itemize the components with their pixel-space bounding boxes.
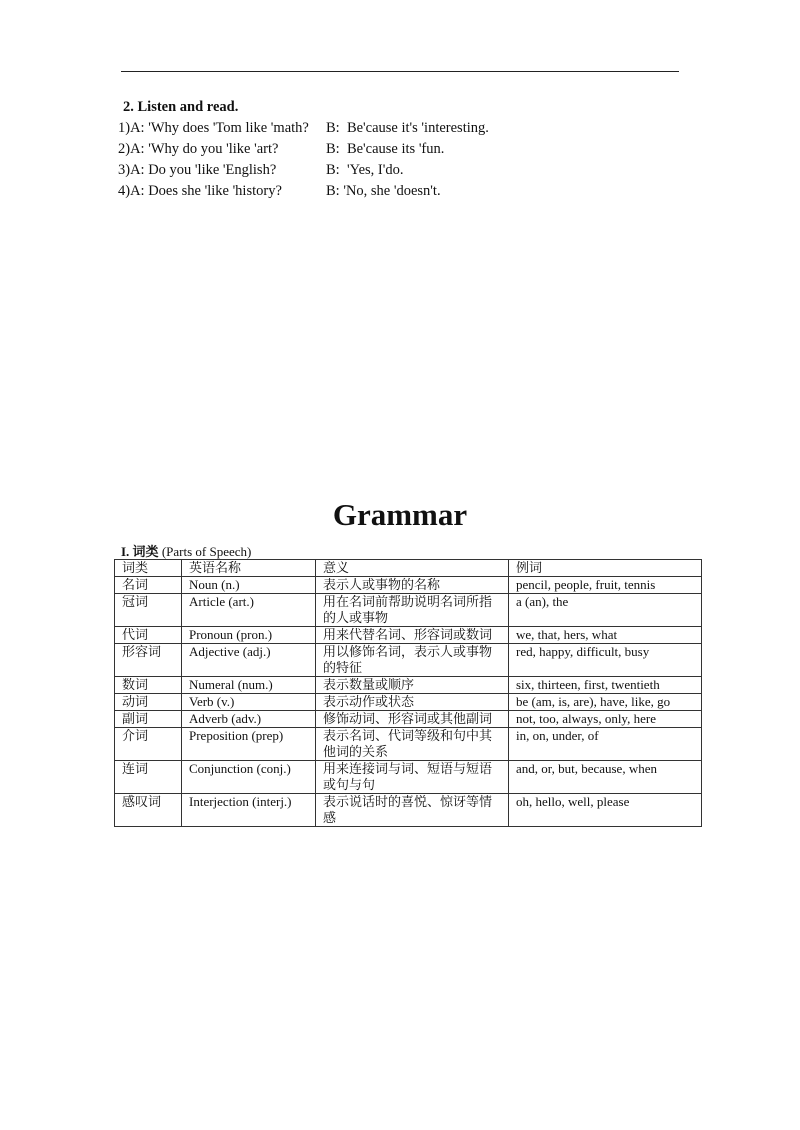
table-cell: Noun (n.) (182, 577, 316, 594)
table-cell: 用来连接词与词、短语与短语或句与句 (316, 761, 509, 794)
parts-of-speech-table (114, 559, 702, 827)
table-cell: a (an), the (509, 594, 702, 627)
table-cell: 用在名词前帮助说明名词所指的人或事物 (316, 594, 509, 627)
table-row (115, 577, 702, 594)
table-cell: 用来代替名词、形容词或数词 (316, 627, 509, 644)
header-rule (121, 71, 679, 72)
dialogue-question: 3)A: Do you 'like 'English? (118, 162, 277, 178)
dialogue-line (118, 118, 489, 139)
dialogue-answer: B: Be'cause it's 'interesting. (326, 120, 489, 136)
table-cell: red, happy, difficult, busy (509, 644, 702, 677)
dialogue-answer: B: Be'cause its 'fun. (326, 141, 445, 157)
table-cell: 表示动作或状态 (316, 694, 509, 711)
table-cell: 介词 (115, 728, 182, 761)
table-cell: and, or, but, because, when (509, 761, 702, 794)
table-cell: not, too, always, only, here (509, 711, 702, 728)
table-cell: 用以修饰名词，表示人或事物的特征 (316, 644, 509, 677)
table-cell: Adjective (adj.) (182, 644, 316, 677)
listen-and-read-section (118, 97, 489, 202)
dialogue-question: 1)A: 'Why does 'Tom like 'math? (118, 120, 309, 136)
table-cell: 连词 (115, 761, 182, 794)
table-cell: 冠词 (115, 594, 182, 627)
dialogue-question: 4)A: Does she 'like 'history? (118, 183, 282, 199)
table-row (115, 627, 702, 644)
table-cell: pencil, people, fruit, tennis (509, 577, 702, 594)
listen-heading: 2. Listen and read. (123, 99, 239, 115)
table-cell: Verb (v.) (182, 694, 316, 711)
header-cell: 意义 (316, 560, 509, 577)
section-number: I. 词类 (121, 544, 159, 559)
table-row (115, 728, 702, 761)
table-row (115, 594, 702, 627)
table-header-row (115, 560, 702, 577)
dialogue-line (118, 139, 489, 160)
table-cell: 表示人或事物的名称 (316, 577, 509, 594)
table-cell: be (am, is, are), have, like, go (509, 694, 702, 711)
table-row (115, 644, 702, 677)
header-cell: 英语名称 (182, 560, 316, 577)
table-cell: in, on, under, of (509, 728, 702, 761)
dialogue-answer: B: 'Yes, I'do. (326, 162, 404, 178)
table-cell: 数词 (115, 677, 182, 694)
table-cell: Article (art.) (182, 594, 316, 627)
table-row (115, 794, 702, 827)
dialogue-answer: B: 'No, she 'doesn't. (326, 183, 441, 199)
table-cell: 修饰动词、形容词或其他副词 (316, 711, 509, 728)
table-row (115, 711, 702, 728)
dialogue-line (118, 181, 489, 202)
table-row (115, 694, 702, 711)
table-body (115, 560, 702, 827)
dialogue-question: 2)A: 'Why do you 'like 'art? (118, 141, 279, 157)
table-cell: 感叹词 (115, 794, 182, 827)
table-cell: we, that, hers, what (509, 627, 702, 644)
table-cell: Preposition (prep) (182, 728, 316, 761)
table-cell: 表示名词、代词等级和句中其他词的关系 (316, 728, 509, 761)
table-row (115, 677, 702, 694)
table-cell: Pronoun (pron.) (182, 627, 316, 644)
table-cell: oh, hello, well, please (509, 794, 702, 827)
table-cell: Interjection (interj.) (182, 794, 316, 827)
section-heading (121, 541, 251, 560)
table-cell: six, thirteen, first, twentieth (509, 677, 702, 694)
table-cell: 形容词 (115, 644, 182, 677)
table-cell: 名词 (115, 577, 182, 594)
table-cell: Adverb (adv.) (182, 711, 316, 728)
table-cell: Numeral (num.) (182, 677, 316, 694)
header-cell: 例词 (509, 560, 702, 577)
table-cell: 副词 (115, 711, 182, 728)
header-cell: 词类 (115, 560, 182, 577)
table-cell: Conjunction (conj.) (182, 761, 316, 794)
table-cell: 动词 (115, 694, 182, 711)
table-cell: 表示说话时的喜悦、惊讶等情感 (316, 794, 509, 827)
table-row (115, 761, 702, 794)
table-cell: 代词 (115, 627, 182, 644)
section-english: (Parts of Speech) (161, 544, 252, 559)
dialogue-line (118, 160, 489, 181)
grammar-title: Grammar (332, 497, 468, 532)
table-cell: 表示数量或顺序 (316, 677, 509, 694)
